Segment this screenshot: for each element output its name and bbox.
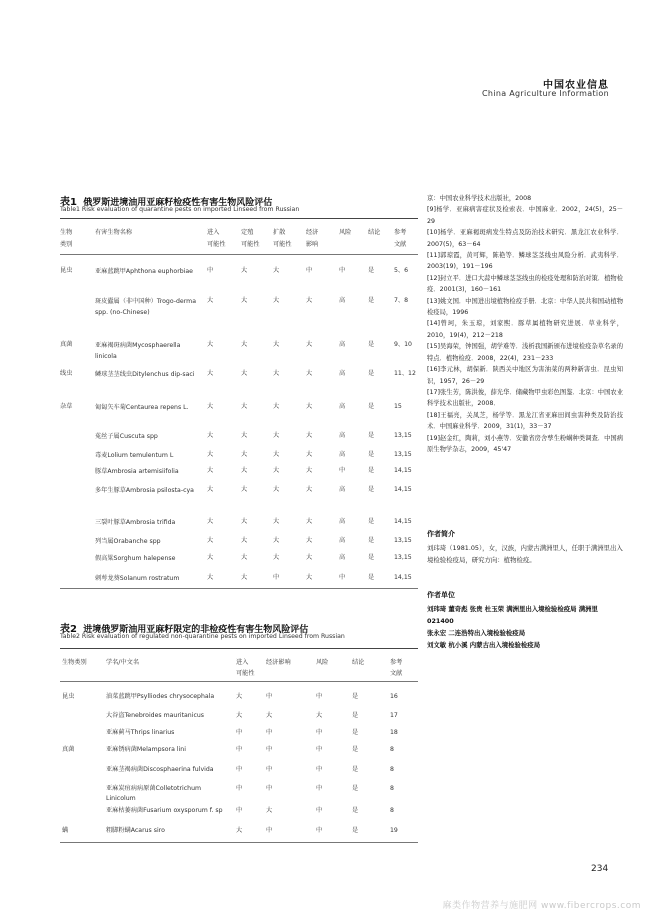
table2-label: 表2 [60,624,77,635]
table1-header-entry-line2: 可能性 [207,241,226,248]
table1-cell-establish: 大 [241,403,248,410]
journal-title-cn: 中国农业信息 [543,80,609,91]
table1-cell-conclusion: 是 [368,370,375,377]
table1-cell-spread: 大 [273,432,280,439]
table1-cell-reference: 13,15 [394,451,412,458]
table2-cell-entry: 中 [236,807,243,814]
table2-cell-conclusion: 是 [352,785,359,792]
table2-cell-risk: 中 [316,746,323,753]
table2-top-rule [60,648,418,649]
table1-cell-entry: 大 [207,537,214,544]
table1-cell-economic: 大 [306,518,313,525]
table1-cell-risk: 高 [339,370,346,377]
table1-header-establish-line2: 可能性 [241,241,260,248]
table2-caption-en: Table2 Risk evaluation of regulated non-quarantine pests on imported Linseed from Russian [60,633,345,640]
table1-header-pest-name: 有害生物名称 [95,229,133,236]
table1-cell-conclusion: 是 [368,467,375,474]
table1-cell-pest-name: 列当属Orabanche spp [95,538,161,545]
table1-cell-establish: 大 [241,341,248,348]
table1-cell-economic: 大 [306,341,313,348]
table2-cell-reference: 8 [390,746,394,753]
table2-cell-reference: 8 [390,766,394,773]
table2-cell-conclusion: 是 [352,693,359,700]
table2-cell-category: 真菌 [62,746,75,753]
table1-cell-risk: 高 [339,554,346,561]
table1-cell-spread: 大 [273,537,280,544]
table1-cell-establish: 大 [241,574,248,581]
table2-cell-entry: 中 [236,729,243,736]
table1-cell-category: 真菌 [60,341,73,348]
table2-cell-pest-name: 粗脚粉螨Acarus siro [106,827,165,834]
reference-item: [15]吴海荣，钟国强，胡学难等．浅析我国新颁布进境检疫杂草名录的特点．植物检疫．2008，22(4)，231－233 [427,343,623,362]
table1-cell-pest-name: 假高粱Sorghum halepense [95,555,176,562]
table2-header-conclusion: 结论 [352,659,365,666]
table1-cell-reference: 14,15 [394,574,412,581]
table1-cell-spread: 大 [273,554,280,561]
table1-cell-pest-name: 亚麻褐斑病菌Mycosphaerella linicola [95,342,181,360]
table1-cell-spread: 中 [273,574,280,581]
table2-header-reference: 参考 [390,659,403,666]
table2-cell-conclusion: 是 [352,746,359,753]
table1-cell-risk: 高 [339,341,346,348]
reference-item: [13]姚文国．中国进出境植物检疫手册．北京：中华人民共和国动植物检疫局，1996 [427,297,623,317]
table1-cell-economic: 大 [306,486,313,493]
table2-cell-reference: 16 [390,693,398,700]
author-intro-heading: 作者简介 [427,530,455,538]
table1-cell-pest-name: 豚草Ambrosia artemisiifolia [95,468,179,475]
table2-cell-pest-name: 亚麻炭疽病病原菌Colletotrichum Linicolum [106,785,202,802]
table1-cell-risk: 高 [339,518,346,525]
table2-cell-entry: 大 [236,712,243,719]
table1-cell-entry: 大 [207,518,214,525]
table1-header-reference: 参考 [394,229,407,236]
affiliations-list [427,603,623,651]
table1-cell-reference: 13,15 [394,432,412,439]
table1-cell-reference: 14,15 [394,486,412,493]
table1-cell-reference: 13,15 [394,554,412,561]
table1-cell-risk: 中 [339,267,346,274]
table1-cell-conclusion: 是 [368,537,375,544]
table2-cell-risk: 中 [316,729,323,736]
table2-cell-economic: 中 [266,693,273,700]
table1-label: 表1 [60,197,77,208]
table1-cell-reference: 15 [394,403,402,410]
table1-header-spread: 扩散 [273,229,286,236]
table2-cell-conclusion: 是 [352,807,359,814]
reference-item: [10]杨学．亚麻褐斑病发生特点及防治技术研究．黑龙江农业科学．2007(5)，63－64 [427,229,623,248]
table1-cell-economic: 大 [306,467,313,474]
table1-cell-pest-name: 匍匐矢车菊Centaurea repens L. [95,404,189,411]
table2-cell-pest-name: 亚麻枯萎病菌Fusarium oxysporum f. sp [106,807,223,814]
table1-cell-risk: 高 [339,403,346,410]
table1-cell-entry: 大 [207,432,214,439]
table1-cell-category: 杂草 [60,403,73,410]
table1-cell-conclusion: 是 [368,297,375,304]
table1-cell-pest-name: 多年生豚草Ambrosia psilosta-cya [95,487,194,494]
table1-cell-entry: 大 [207,451,214,458]
table2-cell-pest-name: 亚麻茎褐病菌Discosphaerina fulvida [106,766,214,773]
table1-header-category-line2: 类别 [60,241,73,248]
table1-cell-spread: 大 [273,370,280,377]
reference-item: 京：中国农业科学技术出版社，2008 [427,195,532,202]
table2-cell-conclusion: 是 [352,729,359,736]
table1-cell-spread: 大 [273,297,280,304]
table1-header-risk: 风险 [339,229,352,236]
table1-cell-pest-name: 菟丝子属Cuscuta spp [95,433,158,440]
table1-cell-establish: 大 [241,518,248,525]
table2-cell-entry: 中 [236,766,243,773]
reference-item: [17]张生芳，陈洪俊，薛光华．储藏物甲虫彩色图鉴．北京：中国农业科学技术出版社，2008． [427,388,623,408]
table2-cell-reference: 18 [390,729,398,736]
table1-cell-economic: 大 [306,297,313,304]
table2-cell-entry: 大 [236,827,243,834]
table1-cell-conclusion: 是 [368,554,375,561]
reference-list [427,193,623,455]
table2-cell-economic: 中 [266,746,273,753]
table2-title: 进境俄罗斯油用亚麻籽限定的非检疫性有害生物风险评估 [83,625,309,635]
author-intro-text: 刘玮琦（1981.05），女，汉族，内蒙古满洲里人，任职于满洲里出入境检验检疫局，研究方向：植物检疫。 [427,544,623,564]
table2-cell-economic: 大 [266,807,273,814]
table1-cell-entry: 大 [207,341,214,348]
table1-cell-conclusion: 是 [368,486,375,493]
table1-cell-establish: 大 [241,297,248,304]
table1-title: 俄罗斯进境油用亚麻籽检疫性有害生物风险评估 [83,198,273,208]
table1-cell-conclusion: 是 [368,341,375,348]
table1-cell-establish: 大 [241,451,248,458]
table1-cell-conclusion: 是 [368,267,375,274]
table1-cell-reference: 14,15 [394,467,412,474]
table2-cell-pest-name: 亚麻蓟马Thrips linarius [106,729,175,736]
table1-cell-spread: 大 [273,403,280,410]
table2-cell-risk: 大 [316,712,323,719]
table2-cell-entry: 中 [236,746,243,753]
table2-cell-risk: 中 [316,785,323,792]
table1-cell-conclusion: 是 [368,403,375,410]
table1-cell-economic: 中 [306,267,313,274]
table2-cell-conclusion: 是 [352,827,359,834]
table2-header-pest-name: 学名/中文名 [106,659,140,666]
table1-cell-risk: 中 [339,574,346,581]
journal-title-en: China Agriculture Information [482,89,609,98]
table1-cell-risk: 高 [339,537,346,544]
table1-cell-risk: 高 [339,486,346,493]
table1-cell-establish: 大 [241,486,248,493]
table2-cell-entry: 中 [236,785,243,792]
table1-cell-economic: 大 [306,574,313,581]
reference-item: [16]李元林，胡保新．陕西关中地区为害油菜的两种新害虫．昆虫知识，1957，26－29 [427,366,623,385]
affiliations-heading: 作者单位 [427,591,455,599]
table1-cell-pest-name: 三裂叶豚草Ambrosia trifida [95,519,176,526]
table1-cell-conclusion: 是 [368,432,375,439]
table1-cell-establish: 大 [241,554,248,561]
table1-cell-pest-name: 鳞球茎茎线虫Ditylenchus dip-saci [95,371,195,378]
table2-cell-conclusion: 是 [352,766,359,773]
table2-cell-conclusion: 是 [352,712,359,719]
table1-header-reference-line2: 文献 [394,241,407,248]
table2-cell-reference: 17 [390,712,398,719]
table2-header-reference-line2: 文献 [390,670,403,677]
table1-header-economic: 经济 [306,229,319,236]
table1-cell-establish: 大 [241,267,248,274]
table1-cell-spread: 大 [273,486,280,493]
table2-cell-economic: 中 [266,729,273,736]
table1-cell-risk: 高 [339,432,346,439]
table1-cell-entry: 大 [207,554,214,561]
table1-cell-establish: 大 [241,432,248,439]
reference-item: [18]王福亮，关凤芝，杨学等．黑龙江省亚麻田间虫害种类及防治技术．中国麻业科学．2009，31(1)，33－37 [427,411,623,431]
table1-cell-category: 昆虫 [60,267,73,274]
table2-header-risk: 风险 [316,659,329,666]
affiliation-line: 刘文敏 杭小溪 内蒙古出入境检验检疫局 [427,641,541,649]
watermark: 麻类作物营养与施肥网 www.fibercrops.com [442,901,641,911]
table2-cell-category: 螨 [62,827,69,834]
table1-cell-economic: 大 [306,537,313,544]
table1-cell-economic: 大 [306,554,313,561]
table2-cell-risk: 中 [316,693,323,700]
table2-cell-pest-name: 亚麻锈病菌Melampsora lini [106,746,186,753]
table1-cell-risk: 高 [339,451,346,458]
table2-cell-pest-name: 油菜蓝跳甲Psylliodes chrysocephala [106,693,215,700]
table1-cell-economic: 大 [306,370,313,377]
page-number: 234 [591,864,609,874]
table1-cell-risk: 中 [339,467,346,474]
table2-header-entry: 进入 [236,659,249,666]
table2-cell-pest-name: 大谷盗Tenebroides mauritanicus [106,712,204,719]
table2-cell-economic: 中 [266,827,273,834]
table1-cell-spread: 大 [273,267,280,274]
reference-item: [11]郭琼霞，黄可辉，陈艳等．鳞球茎茎线虫风险分析．武夷科学．2003(19)，191－196 [427,252,623,271]
table1-cell-entry: 中 [207,267,214,274]
table1-cell-reference: 9、10 [394,341,412,348]
table2-cell-economic: 大 [266,712,273,719]
table1-cell-reference: 11、12 [394,370,416,377]
table2-bottom-rule [60,842,418,843]
table1-header-category: 生物 [60,229,73,236]
table1-cell-reference: 5、6 [394,267,409,274]
table1-cell-entry: 大 [207,370,214,377]
table2-cell-category: 昆虫 [62,693,75,700]
table1-cell-entry: 大 [207,574,214,581]
table1-cell-conclusion: 是 [368,574,375,581]
table1-header-spread-line2: 可能性 [273,241,292,248]
table1-cell-entry: 大 [207,297,214,304]
table1-cell-conclusion: 是 [368,518,375,525]
table1-header-rule [60,254,418,255]
table2-cell-risk: 中 [316,807,323,814]
table1-cell-entry: 大 [207,403,214,410]
table1-cell-economic: 大 [306,451,313,458]
table2-cell-reference: 8 [390,807,394,814]
table1-header-conclusion: 结论 [368,229,381,236]
table1-header-entry: 进入 [207,229,220,236]
table1-cell-entry: 大 [207,467,214,474]
table1-cell-pest-name: 斑皮蠹属（非中国种）Trogo-derma spp. (no-Chinese) [95,298,196,316]
table1-cell-establish: 大 [241,370,248,377]
reference-item: [19]赵金红，陶莉，刘小燕等．安徽省房舍孳生粉螨种类调查．中国病原生物学杂志，2009，45'47 [427,434,623,453]
table2-cell-risk: 中 [316,827,323,834]
table1-cell-spread: 大 [273,451,280,458]
table2-header-entry-line2: 可能性 [236,670,255,677]
table1-cell-pest-name: 毒麦Lolium temulentum L [95,452,174,459]
table1-bottom-rule [60,588,418,589]
table1-cell-reference: 14,15 [394,518,412,525]
table2-header-rule [60,681,418,682]
table1-cell-conclusion: 是 [368,451,375,458]
reference-item: [12]封立平．进口大蒜中鳞球茎茎线虫的检疫处理和防治对策．植物检疫．2001(3)，160－161 [427,274,623,294]
table1-header-establish: 定殖 [241,229,254,236]
table1-cell-entry: 大 [207,486,214,493]
table2-cell-economic: 中 [266,785,273,792]
table1-cell-risk: 高 [339,297,346,304]
table2-cell-reference: 19 [390,827,398,834]
table2-cell-reference: 8 [390,785,394,792]
table1-cell-category: 线虫 [60,370,73,377]
table1-cell-reference: 13,15 [394,537,412,544]
table1-cell-spread: 大 [273,467,280,474]
table1-top-rule [60,218,418,219]
table1-cell-economic: 大 [306,403,313,410]
table2-cell-entry: 大 [236,693,243,700]
table1-cell-spread: 大 [273,341,280,348]
table1-cell-establish: 大 [241,467,248,474]
table1-cell-pest-name: 亚麻蓝跳甲Aphthona euphorbiae [95,268,193,275]
affiliation-line: 刘玮琦 董奇彪 张贵 杜玉荣 满洲里出入境检验检疫局 满洲里 021400 [427,605,598,625]
table1-header-economic-line2: 影响 [306,241,319,248]
reference-item: [14]曾珂，朱玉琼，刘家熙．豚草属植物研究进展．草业科学，2010，19(4)，212－218 [427,320,623,339]
affiliation-line: 张永宏 二连浩特出入境检验检疫局 [427,629,526,637]
table2-cell-economic: 中 [266,766,273,773]
table1-cell-spread: 大 [273,518,280,525]
table1-cell-reference: 7、8 [394,297,409,304]
table2-header-economic: 经济影响 [266,659,291,666]
table1-caption-en: Table1 Risk evaluation of quarantine pests on imported Linseed from Russian [60,206,300,213]
table1-cell-establish: 大 [241,537,248,544]
table1-cell-pest-name: 刺萼龙葵Solanum rostratum [95,575,180,582]
table2-cell-risk: 中 [316,766,323,773]
table2-header-category: 生物类别 [62,659,87,666]
table1-cell-economic: 大 [306,432,313,439]
reference-item: [9]杨学．亚麻病害症状及检索表．中国麻业．2002，24(5)，25－29 [427,206,623,225]
